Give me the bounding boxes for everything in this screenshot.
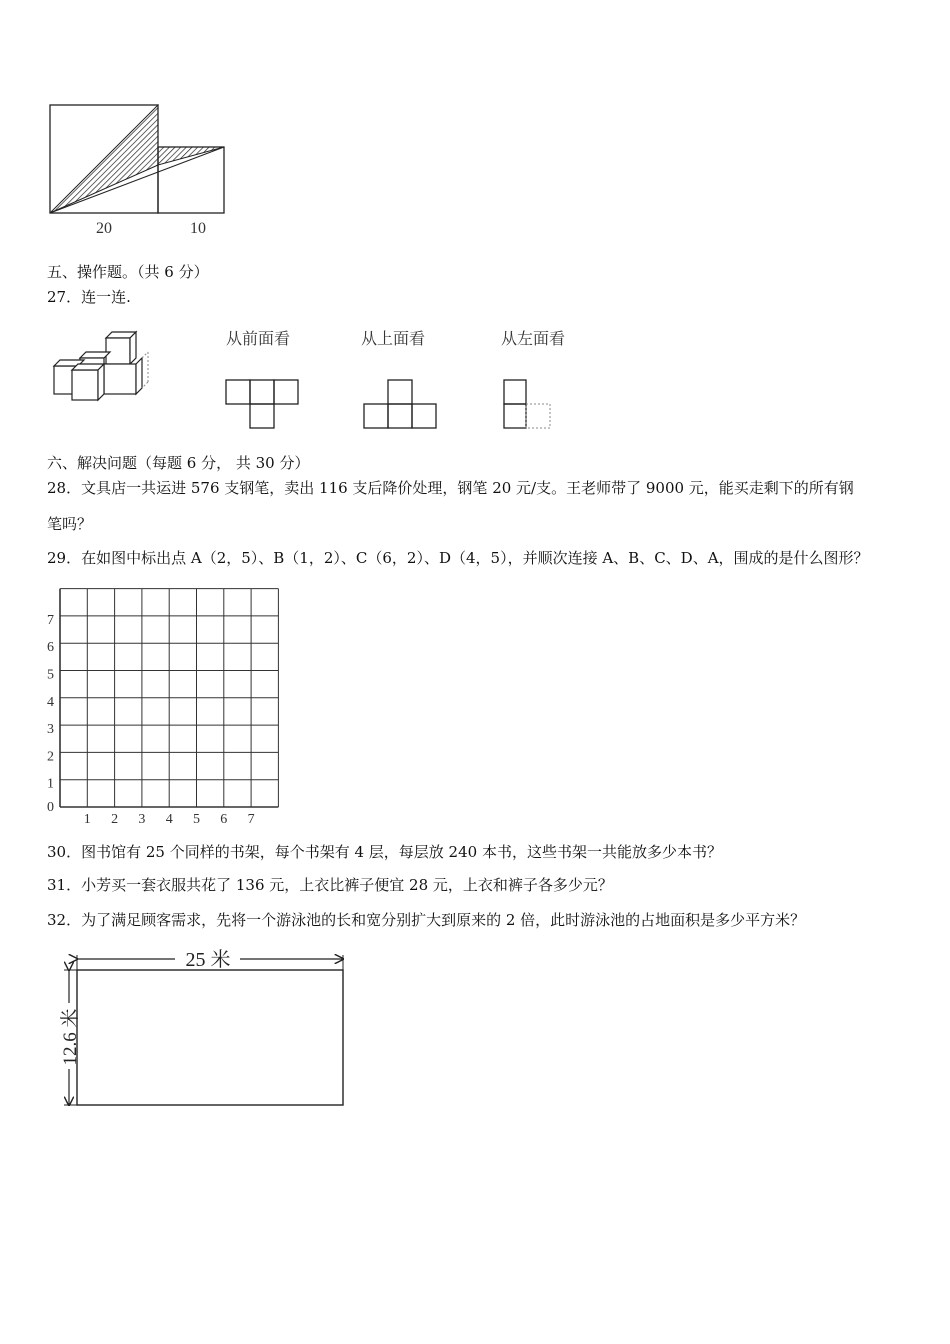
top-view-figure[interactable]: [360, 376, 444, 432]
question-28-line2: 笔吗？: [47, 515, 93, 533]
x-tick-label: 5: [193, 812, 200, 827]
cube-stack-figure: [46, 322, 156, 410]
y-tick-label: 7: [47, 612, 54, 628]
front-view-figure[interactable]: [222, 376, 304, 432]
section-6-title: 六、解决问题（每题 6 分， 共 30 分）: [47, 454, 310, 472]
length-label: 25 米: [185, 949, 231, 971]
y-tick-label: 5: [47, 667, 54, 683]
question-29: 29．在如图中标出点 A（2，5）、B（1，2）、C（6，2）、D（4，5），并顺次连接 A、B、C、D、A，围成的是什么图形？: [47, 549, 869, 567]
y-tick-label: 3: [47, 722, 54, 738]
shaded-squares-figure: [40, 95, 240, 240]
section-5-title: 五、操作题。（共 6 分）: [47, 263, 209, 281]
y-tick-label: 6: [47, 640, 54, 656]
coordinate-grid[interactable]: [40, 580, 290, 828]
y-tick-label: 1: [47, 776, 54, 792]
view-caption-front: 从前面看: [226, 329, 291, 348]
label-20: 20: [96, 220, 112, 237]
question-30: 30．图书馆有 25 个同样的书架，每个书架有 4 层，每层放 240 本书，这些书架一共能放多少本书？: [47, 843, 722, 861]
view-caption-top: 从上面看: [361, 329, 426, 348]
x-tick-label: 7: [247, 812, 255, 827]
question-32: 32．为了满足顾客需求，先将一个游泳池的长和宽分别扩大到原来的 2 倍，此时游泳池的占地面积是多少平方米？: [47, 911, 806, 929]
y-tick-label: 4: [47, 694, 54, 710]
x-tick-label: 6: [220, 812, 228, 827]
x-tick-label: 2: [111, 812, 119, 827]
label-10: 10: [190, 220, 206, 237]
x-tick-label: 3: [138, 812, 146, 827]
question-31: 31．小芳买一套衣服共花了 136 元，上衣比裤子便宜 28 元，上衣和裤子各多少元？: [47, 876, 613, 894]
question-28-line1: 28．文具店一共运进 576 支钢笔，卖出 116 支后降价处理，钢笔 20 元/支。王老师带了 9000 元，能买走剩下的所有钢: [47, 479, 854, 497]
y-tick-label: 2: [47, 749, 54, 765]
view-caption-left: 从左面看: [501, 329, 566, 348]
pool-rectangle-figure: [50, 945, 350, 1115]
x-tick-label: 1: [83, 812, 91, 827]
width-label: 12.6 米: [60, 1008, 81, 1066]
question-27: 27．连一连.: [47, 288, 131, 306]
y-tick-label: 0: [47, 800, 54, 815]
x-tick-label: 4: [165, 812, 173, 827]
left-view-figure[interactable]: [500, 376, 558, 434]
